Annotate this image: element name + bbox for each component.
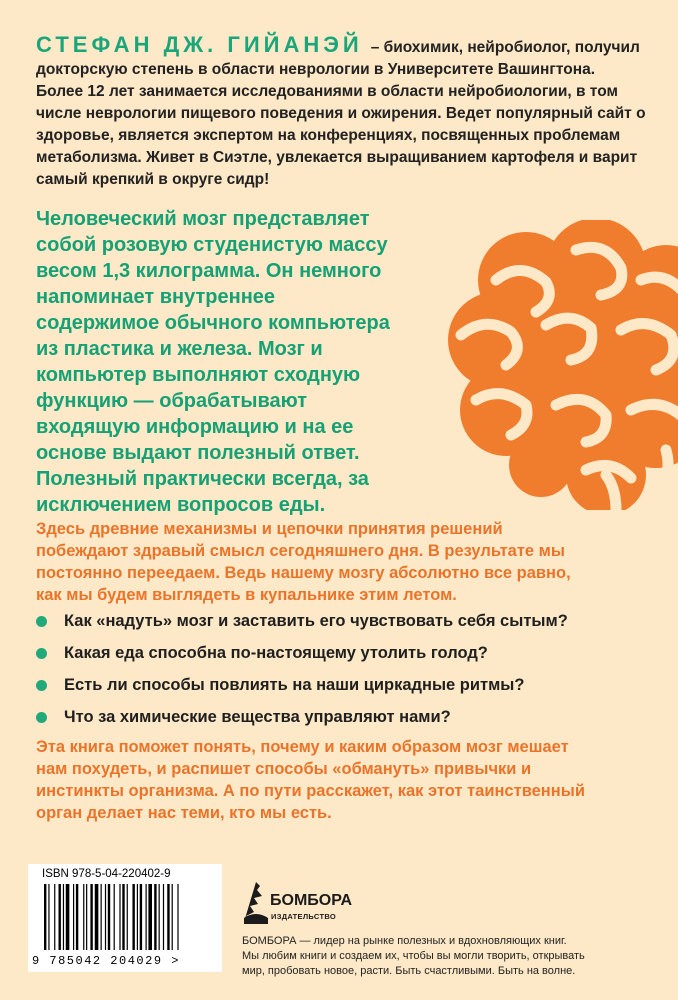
green-dot-icon — [36, 648, 47, 659]
author-name: СТЕФАН ДЖ. ГИЙАНЭЙ — [36, 32, 363, 57]
surfer-logo-icon — [242, 880, 270, 924]
green-dot-icon — [36, 712, 47, 723]
publisher-description: БОМБОРА — лидер на рынке полезных и вдохновляющих книг. Мы любим книги и создаем их, чтобы вы могли творить, открывать мир, пробовать новое, расти. Быть счастливыми. Быть на волне. — [242, 935, 585, 977]
green-dot-icon — [36, 680, 47, 691]
middle-text: Здесь древние механизмы и цепочки принятия решений побеждают здравый смысл сегодняшнего дня. В результате мы постоянно переедаем. Ведь нашему мозгу абсолютно все равно, как мы будем выглядеть в купальнике этим летом. — [36, 520, 571, 604]
barcode — [28, 864, 222, 972]
brain-illustration — [436, 220, 678, 510]
green-dot-icon — [36, 616, 47, 627]
question-text: Какая еда способна по-настоящему утолить голод? — [64, 644, 488, 662]
closing-text: Эта книга поможет понять, почему и каким образом мозг мешает нам похудеть, и распишет способы «обмануть» привычки и инстинкты организма. А по пути расскажет, как этот таинственный орган делает нас теми, кто мы есть. — [36, 738, 585, 822]
questions-list — [36, 610, 646, 738]
list-item — [36, 610, 646, 642]
publisher-name: БОМБОРА — [270, 892, 353, 909]
author-bio — [36, 34, 646, 191]
publisher-subtitle: ИЗДАТЕЛЬСТВО — [271, 912, 336, 921]
list-item — [36, 706, 646, 738]
question-text: Что за химические вещества управляют нами? — [64, 708, 451, 726]
isbn-label: ISBN 978-5-04-220402-9 — [42, 868, 171, 880]
list-item — [36, 642, 646, 674]
barcode-digits: 9 785042 204029 > — [32, 954, 180, 968]
lead-text: Человеческий мозг представляет собой розовую студенистую массу весом 1,3 килограмма. Он немного напоминает внутреннее содержимое обычного компьютера из пластика и железа. Мозг и компьютер выполняют сходную функцию — обрабатывают входящую информацию и на ее основе выдают полезный ответ. Полезный практически всегда, за исключением вопросов еды. — [36, 208, 390, 516]
barcode-bars — [34, 884, 216, 954]
question-text: Есть ли способы повлиять на наши циркадные ритмы? — [64, 676, 525, 694]
list-item — [36, 674, 646, 706]
question-text: Как «надуть» мозг и заставить его чувствовать себя сытым? — [64, 612, 568, 630]
author-bio-text: – биохимик, нейробиолог, получил докторскую степень в области неврологии в Университете Вашингтона. Более 12 лет занимается исследованиями в области нейробиологии, в том числе неврологии пищевого поведения и ожирения. Ведет популярный сайт о здоровье, является экспертом на конференциях, посвященных проблемам метаболизма. Живет в Сиэтле, увлекается выращиванием картофеля и варит самый крепкий в округе сидр! — [36, 39, 646, 188]
